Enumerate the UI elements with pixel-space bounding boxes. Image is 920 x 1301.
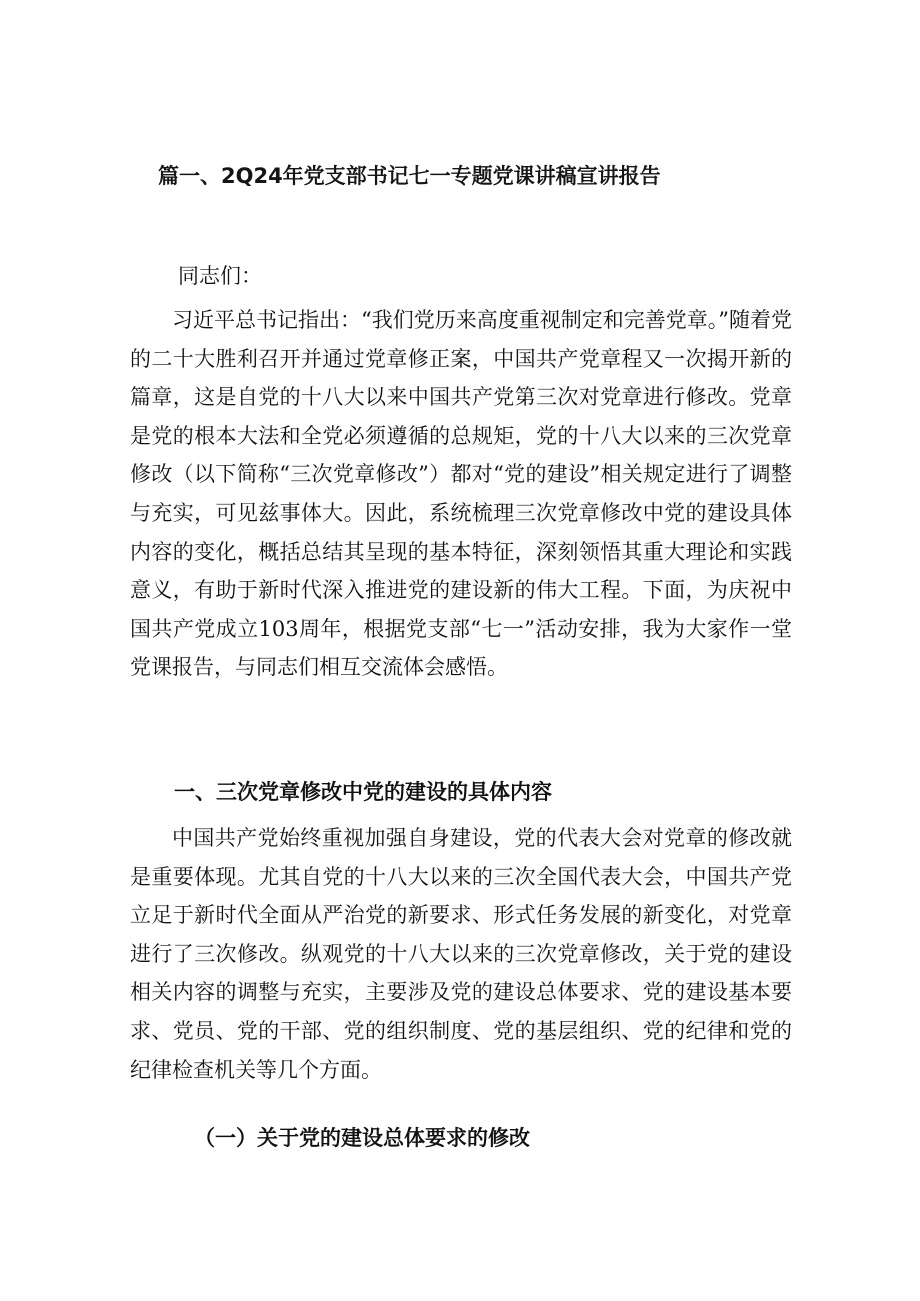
body-paragraph-1: 习近平总书记指出：“我们党历来高度重视制定和完善党章。”随着党的二十大胜利召开并通过党章修正案，中国共产党章程又一次揭开新的篇章，这是自党的十八大以来中国共产党第三次对党章进行修改。党章是党的根本大法和全党必须遵循的总规矩，党的十八大以来的三次党章修改（以下简称“三次党章修改”）都对“党的建设”相关规定进行了调整与充实，可见兹事体大。因此，系统梳理三次党章修改中党的建设具体内容的变化，概括总结其呈现的基本特征，深刻领悟其重大理论和实践意义，有助于新时代深入推进党的建设新的伟大工程。下面，为庆祝中国共产党成立103周年，根据党支部“七一”活动安排，我为大家作一堂党课报告，与同志们相互交流体会感悟。 xyxy=(130,308,792,680)
salutation: 同志们： xyxy=(178,264,262,288)
subsection-heading-1: （一）关于党的建设总体要求的修改 xyxy=(194,1125,530,1150)
section-heading-1: 一、三次党章修改中党的建设的具体内容 xyxy=(174,780,552,804)
body-paragraph-2: 中国共产党始终重视加强自身建设，党的代表大会对党章的修改就是重要体现。尤其自党的十八大以来的三次全国代表大会，中国共产党立足于新时代全面从严治党的新要求、形式任务发展的新变化，对党章进行了三次修改。纵观党的十八大以来的三次党章修改，关于党的建设相关内容的调整与充实，主要涉及党的建设总体要求、党的建设基本要求、党员、党的干部、党的组织制度、党的基层组织、党的纪律和党的纪律检查机关等几个方面。 xyxy=(130,826,792,1082)
document-title: 篇一、2Q24年党支部书记七一专题党课讲稿宣讲报告 xyxy=(158,164,661,188)
